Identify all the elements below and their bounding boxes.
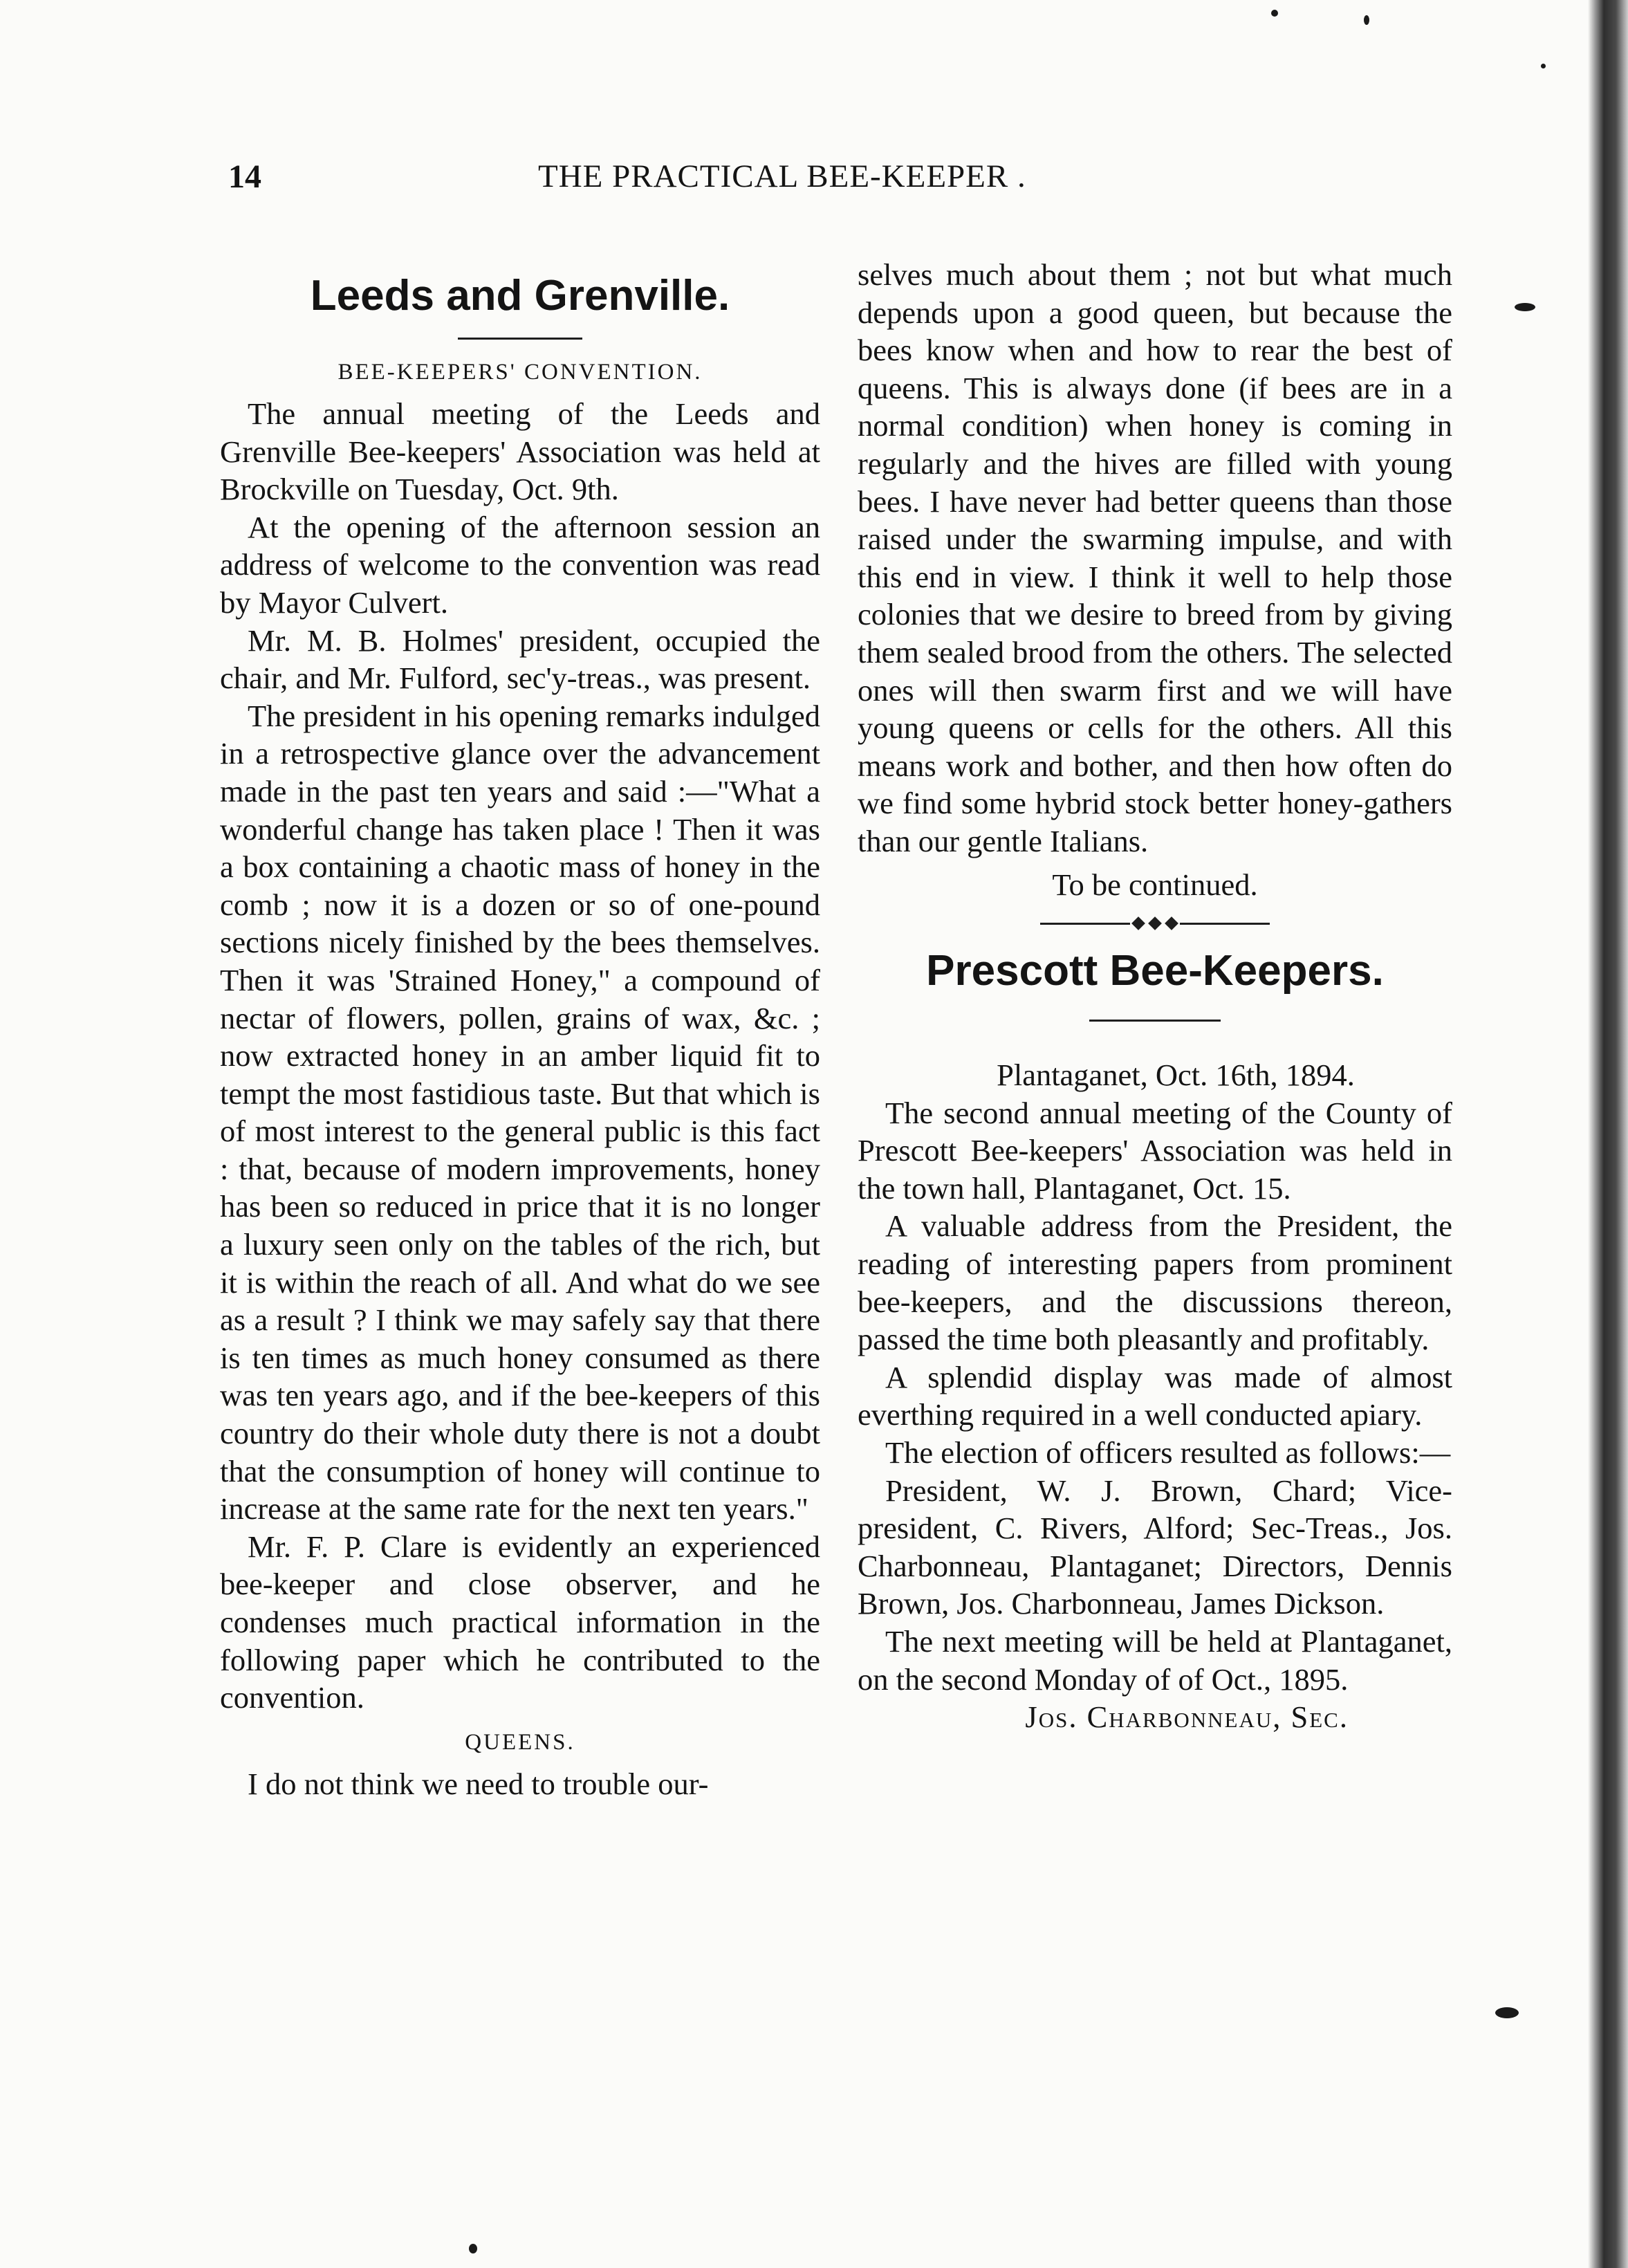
left-column <box>220 256 820 1803</box>
dateline: Plantaganet, Oct. 16th, 1894. <box>997 1058 1355 1093</box>
diamond-icon <box>1131 916 1145 930</box>
ink-speck <box>469 2244 477 2253</box>
paragraph: The election of officers resulted as follows:— <box>885 1435 1451 1470</box>
section-divider <box>858 919 1452 928</box>
paragraph: Mr. F. P. Clare is evidently an experienced bee-keeper and close observer, and he condenses much practical information in the following paper which he contributed to the convention. <box>220 1529 820 1715</box>
paragraph: The second annual meeting of the County of Prescott Bee-keepers' Association was held in the town hall, Plantaganet, Oct. 15. <box>858 1095 1452 1206</box>
paragraph: President, W. J. Brown, Chard; Vice-president, C. Rivers, Alford; Sec-Treas., Jos. Charbonneau, Plantaganet; Directors, Dennis Brown, Jos. Charbonneau, James Dickson. <box>858 1473 1452 1621</box>
page-header <box>220 158 1188 206</box>
ink-speck <box>1271 10 1278 17</box>
divider-line <box>1180 923 1270 925</box>
title-rule <box>1089 1020 1221 1022</box>
paragraph-continuation: selves much about them ; not but what much depends upon a good queen, but because the bees know when and how to rear the best of queens. This is always done (if bees are in a normal condition) when honey is coming in regularly and the hives are filled with young bees. I have never had better queens than those raised under the swarming impulse, and with this end in view. I think it well to help those colonies that we desire to breed from by giving them sealed brood from the others. The selected ones will then swarm first and we will have young queens or cells for the others. All this means work and bother, and then how often do we find some hybrid stock better honey-gathers than our gentle Italians. <box>858 257 1452 858</box>
signature: Jos. Charbonneau, Sec. <box>1025 1699 1349 1735</box>
divider-line <box>1040 923 1130 925</box>
paragraph: Mr. M. B. Holmes' president, occupied the chair, and Mr. Fulford, sec'y-treas., was present. <box>220 623 820 696</box>
paragraph: A valuable address from the President, the reading of interesting papers from prominent bee-keepers, and the discussions thereon, passed the time both pleasantly and profitably. <box>858 1208 1452 1357</box>
subheading-queens: QUEENS. <box>465 1729 575 1755</box>
article-title-prescott: Prescott Bee-Keepers. <box>926 947 1384 995</box>
paragraph: I do not think we need to trouble our- <box>248 1766 709 1801</box>
ink-speck <box>1364 15 1369 25</box>
article-title-leeds: Leeds and Grenville. <box>310 272 730 320</box>
paragraph: A splendid display was made of almost everthing required in a well conducted apiary. <box>858 1359 1452 1432</box>
ink-speck <box>1541 64 1546 68</box>
right-column <box>858 256 1452 1736</box>
diamond-icon <box>1165 916 1178 930</box>
diamond-icon <box>1148 916 1162 930</box>
paragraph: The next meeting will be held at Plantaganet, on the second Monday of of Oct., 1895. <box>858 1624 1452 1697</box>
page-number: 14 <box>228 158 261 195</box>
paragraph: The president in his opening remarks indulged in a retrospective glance over the advancement made in the past ten years and said :—"What a wonderful change has taken place ! Then it was a box containing a chaotic mass of honey in the comb ; now it is a dozen or so of one-pound sections nicely finished by the bees themselves. Then it was 'Strained Honey," a compound of nectar of flowers, pollen, grains of wax, &c. ; now extracted honey in an amber liquid fit to tempt the most fastidious taste. But that which is of most interest to the general public is this fact : that, because of modern improvements, honey has been so reduced in price that it is no longer a luxury seen only on the tables of the rich, but it is within the reach of all. And what do we see as a result ? I think we may safely say that there is ten times as much honey consumed as there was ten years ago, and if the bee-keepers of this country do their whole duty there is not a doubt that the consumption of honey will continue to increase at the same rate for the next ten years." <box>220 698 821 1527</box>
paragraph: The annual meeting of the Leeds and Grenville Bee-keepers' Association was held at Brockville on Tuesday, Oct. 9th. <box>220 396 820 507</box>
ink-speck <box>1495 2007 1519 2018</box>
to-be-continued: To be continued. <box>1052 867 1258 902</box>
page-edge-shadow <box>1588 0 1628 2268</box>
running-title: THE PRACTICAL BEE-KEEPER . <box>538 158 1026 194</box>
subheading-convention: BEE-KEEPERS' CONVENTION. <box>337 360 703 385</box>
paragraph: At the opening of the afternoon session an address of welcome to the convention was read by Mayor Culvert. <box>220 509 820 620</box>
ink-speck <box>1515 303 1535 311</box>
title-rule <box>458 338 582 340</box>
